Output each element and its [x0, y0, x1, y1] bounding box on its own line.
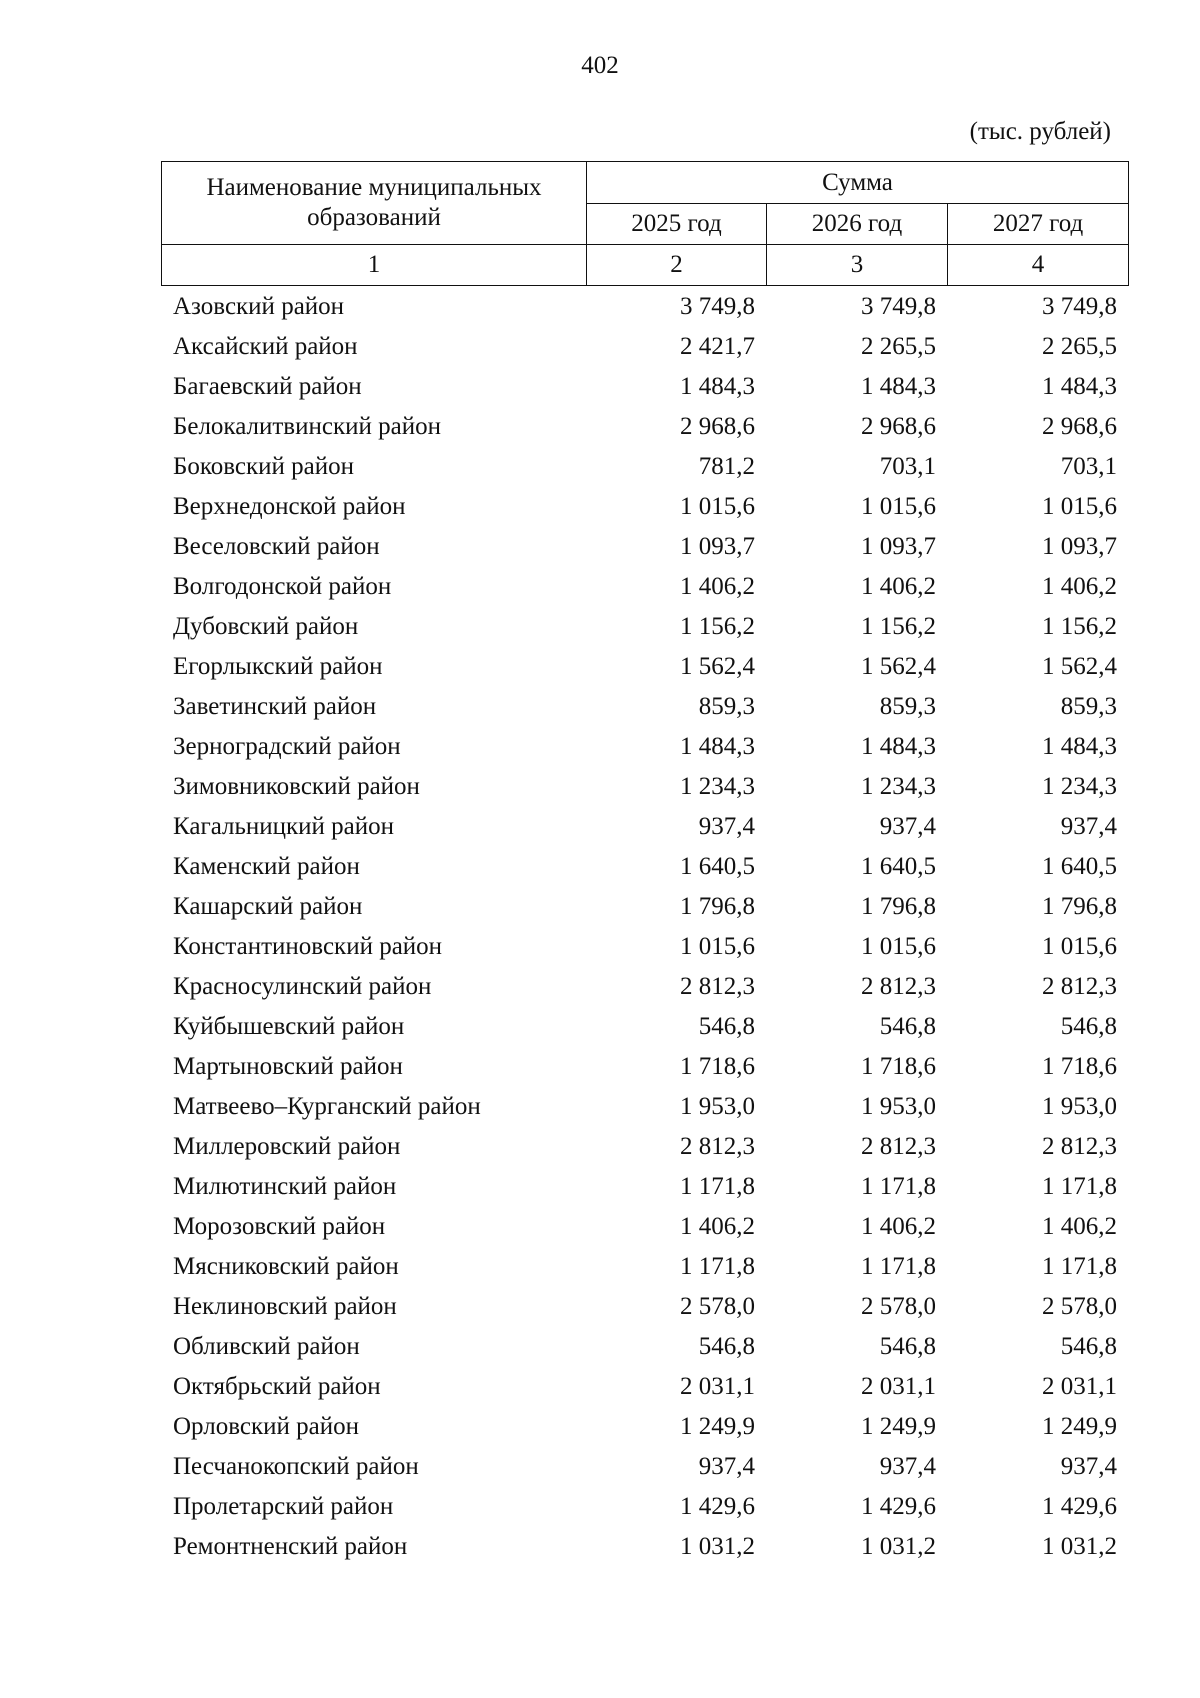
column-header-year-2026: 2026 год [767, 204, 948, 245]
column-header-sum: Сумма [587, 162, 1129, 204]
value-2025: 2 812,3 [680, 1133, 755, 1160]
value-2027: 1 429,6 [1042, 1493, 1117, 1520]
municipality-name: Морозовский район [173, 1213, 386, 1240]
value-2026: 1 406,2 [861, 573, 936, 600]
value-2026: 3 749,8 [861, 293, 936, 320]
table-row [161, 1527, 1128, 1567]
value-2025: 1 171,8 [680, 1173, 755, 1200]
value-2026: 1 093,7 [861, 533, 936, 560]
column-number-4: 4 [948, 245, 1129, 286]
table-row [161, 407, 1128, 447]
value-2027: 2 031,1 [1042, 1373, 1117, 1400]
municipality-name: Багаевский район [173, 373, 362, 400]
table-row [161, 607, 1128, 647]
value-2025: 1 015,6 [680, 493, 755, 520]
value-2027: 1 406,2 [1042, 573, 1117, 600]
value-2025: 937,4 [698, 1453, 755, 1480]
table-row [161, 1327, 1128, 1367]
value-2025: 859,3 [698, 693, 755, 720]
table-row [161, 1127, 1128, 1167]
value-2025: 1 953,0 [680, 1093, 755, 1120]
table-row [161, 487, 1128, 527]
value-2026: 1 796,8 [861, 893, 936, 920]
municipality-name: Заветинский район [173, 693, 377, 720]
value-2026: 1 718,6 [861, 1053, 936, 1080]
value-2027: 937,4 [1060, 813, 1117, 840]
value-2027: 1 171,8 [1042, 1173, 1117, 1200]
value-2026: 859,3 [879, 693, 936, 720]
table-row [161, 647, 1128, 687]
value-2027: 859,3 [1060, 693, 1117, 720]
value-2025: 1 249,9 [680, 1413, 755, 1440]
column-number-1: 1 [162, 245, 587, 286]
table-row [161, 1007, 1128, 1047]
municipality-name: Куйбышевский район [173, 1013, 405, 1040]
value-2027: 2 578,0 [1042, 1293, 1117, 1320]
table-row [161, 527, 1128, 567]
municipality-name: Мартыновский район [173, 1053, 403, 1080]
municipality-name: Верхнедонской район [173, 493, 406, 520]
value-2027: 2 968,6 [1042, 413, 1117, 440]
value-2025: 546,8 [698, 1013, 755, 1040]
table-row [161, 1047, 1128, 1087]
municipality-name: Егорлыкский район [173, 653, 383, 680]
value-2027: 2 265,5 [1042, 333, 1117, 360]
value-2026: 1 234,3 [861, 773, 936, 800]
value-2027: 1 249,9 [1042, 1413, 1117, 1440]
value-2026: 1 429,6 [861, 1493, 936, 1520]
table-row [161, 1287, 1128, 1327]
value-2026: 1 171,8 [861, 1173, 936, 1200]
table-row [161, 847, 1128, 887]
table-body [161, 287, 1128, 1567]
table-header [161, 161, 1129, 286]
value-2026: 1 640,5 [861, 853, 936, 880]
value-2025: 2 968,6 [680, 413, 755, 440]
municipality-name: Обливский район [173, 1333, 360, 1360]
value-2025: 781,2 [698, 453, 755, 480]
value-2026: 2 578,0 [861, 1293, 936, 1320]
municipality-name: Неклиновский район [173, 1293, 397, 1320]
value-2027: 1 484,3 [1042, 733, 1117, 760]
value-2026: 1 249,9 [861, 1413, 936, 1440]
municipality-name: Константиновский район [173, 933, 443, 960]
value-2026: 1 015,6 [861, 493, 936, 520]
value-2025: 1 562,4 [680, 653, 755, 680]
municipality-name: Кагальницкий район [173, 813, 395, 840]
value-2025: 1 031,2 [680, 1533, 755, 1560]
municipality-name: Белокалитвинский район [173, 413, 441, 440]
value-2026: 1 156,2 [861, 613, 936, 640]
value-2027: 1 640,5 [1042, 853, 1117, 880]
value-2026: 2 968,6 [861, 413, 936, 440]
value-2027: 937,4 [1060, 1453, 1117, 1480]
value-2027: 546,8 [1060, 1013, 1117, 1040]
municipality-name: Дубовский район [173, 613, 359, 640]
value-2025: 2 031,1 [680, 1373, 755, 1400]
municipality-name: Каменский район [173, 853, 360, 880]
value-2027: 1 484,3 [1042, 373, 1117, 400]
table-row [161, 447, 1128, 487]
value-2027: 1 171,8 [1042, 1253, 1117, 1280]
municipality-name: Пролетарский район [173, 1493, 394, 1520]
municipality-name: Боковский район [173, 453, 354, 480]
value-2026: 1 406,2 [861, 1213, 936, 1240]
value-2026: 937,4 [879, 1453, 936, 1480]
table-row [161, 807, 1128, 847]
table-row [161, 687, 1128, 727]
value-2026: 2 812,3 [861, 1133, 936, 1160]
municipality-name: Азовский район [173, 293, 345, 320]
municipality-name: Милютинский район [173, 1173, 397, 1200]
value-2026: 1 484,3 [861, 373, 936, 400]
value-2026: 546,8 [879, 1013, 936, 1040]
value-2027: 1 953,0 [1042, 1093, 1117, 1120]
value-2026: 2 031,1 [861, 1373, 936, 1400]
table-row [161, 767, 1128, 807]
municipality-name: Волгодонской район [173, 573, 392, 600]
table-row [161, 967, 1128, 1007]
table-row [161, 927, 1128, 967]
municipality-name: Матвеево–Курганский район [173, 1093, 481, 1120]
value-2026: 1 031,2 [861, 1533, 936, 1560]
value-2026: 1 171,8 [861, 1253, 936, 1280]
municipality-name: Зимовниковский район [173, 773, 420, 800]
value-2027: 1 406,2 [1042, 1213, 1117, 1240]
value-2025: 1 406,2 [680, 1213, 755, 1240]
value-2025: 1 171,8 [680, 1253, 755, 1280]
table-row [161, 1367, 1128, 1407]
municipality-name: Веселовский район [173, 533, 380, 560]
municipality-name: Октябрьский район [173, 1373, 381, 1400]
municipality-name: Орловский район [173, 1413, 359, 1440]
municipality-name: Миллеровский район [173, 1133, 401, 1160]
value-2026: 1 562,4 [861, 653, 936, 680]
value-2025: 1 093,7 [680, 533, 755, 560]
value-2027: 2 812,3 [1042, 1133, 1117, 1160]
value-2025: 1 234,3 [680, 773, 755, 800]
table-row [161, 1407, 1128, 1447]
value-2027: 1 031,2 [1042, 1533, 1117, 1560]
table-row [161, 367, 1128, 407]
table-row [161, 327, 1128, 367]
value-2025: 1 484,3 [680, 373, 755, 400]
municipality-name: Кашарский район [173, 893, 363, 920]
table-row [161, 1247, 1128, 1287]
column-header-name: Наименование муниципальных образований [162, 162, 587, 245]
value-2027: 1 718,6 [1042, 1053, 1117, 1080]
column-header-year-2025: 2025 год [587, 204, 767, 245]
value-2027: 1 015,6 [1042, 933, 1117, 960]
municipality-name: Мясниковский район [173, 1253, 399, 1280]
value-2025: 1 484,3 [680, 733, 755, 760]
page-number: 402 [581, 52, 619, 79]
municipality-name: Зерноградский район [173, 733, 401, 760]
column-number-3: 3 [767, 245, 948, 286]
value-2025: 1 640,5 [680, 853, 755, 880]
value-2027: 2 812,3 [1042, 973, 1117, 1000]
value-2025: 2 578,0 [680, 1293, 755, 1320]
value-2025: 546,8 [698, 1333, 755, 1360]
column-number-2: 2 [587, 245, 767, 286]
table-row [161, 1087, 1128, 1127]
value-2027: 1 796,8 [1042, 893, 1117, 920]
municipality-name: Песчанокопский район [173, 1453, 419, 1480]
value-2026: 2 265,5 [861, 333, 936, 360]
value-2025: 1 718,6 [680, 1053, 755, 1080]
value-2025: 1 796,8 [680, 893, 755, 920]
value-2026: 2 812,3 [861, 973, 936, 1000]
table-row [161, 887, 1128, 927]
value-2026: 937,4 [879, 813, 936, 840]
value-2025: 1 429,6 [680, 1493, 755, 1520]
value-2027: 3 749,8 [1042, 293, 1117, 320]
value-2026: 546,8 [879, 1333, 936, 1360]
value-2027: 1 015,6 [1042, 493, 1117, 520]
table-row [161, 1447, 1128, 1487]
value-2025: 2 812,3 [680, 973, 755, 1000]
value-2025: 1 406,2 [680, 573, 755, 600]
value-2027: 1 156,2 [1042, 613, 1117, 640]
table-row [161, 727, 1128, 767]
column-header-year-2027: 2027 год [948, 204, 1129, 245]
table-row [161, 1207, 1128, 1247]
value-2026: 1 484,3 [861, 733, 936, 760]
value-2025: 3 749,8 [680, 293, 755, 320]
value-2026: 1 015,6 [861, 933, 936, 960]
value-2025: 937,4 [698, 813, 755, 840]
table-row [161, 567, 1128, 607]
value-2026: 703,1 [879, 453, 936, 480]
units-label: (тыс. рублей) [969, 118, 1111, 145]
value-2027: 1 093,7 [1042, 533, 1117, 560]
value-2025: 2 421,7 [680, 333, 755, 360]
value-2027: 1 562,4 [1042, 653, 1117, 680]
table-row [161, 1487, 1128, 1527]
value-2027: 703,1 [1060, 453, 1117, 480]
municipality-name: Ремонтненский район [173, 1533, 408, 1560]
value-2026: 1 953,0 [861, 1093, 936, 1120]
value-2025: 1 156,2 [680, 613, 755, 640]
table-row [161, 287, 1128, 327]
value-2025: 1 015,6 [680, 933, 755, 960]
value-2027: 546,8 [1060, 1333, 1117, 1360]
value-2027: 1 234,3 [1042, 773, 1117, 800]
municipality-name: Аксайский район [173, 333, 358, 360]
table-row [161, 1167, 1128, 1207]
municipality-name: Красносулинский район [173, 973, 432, 1000]
